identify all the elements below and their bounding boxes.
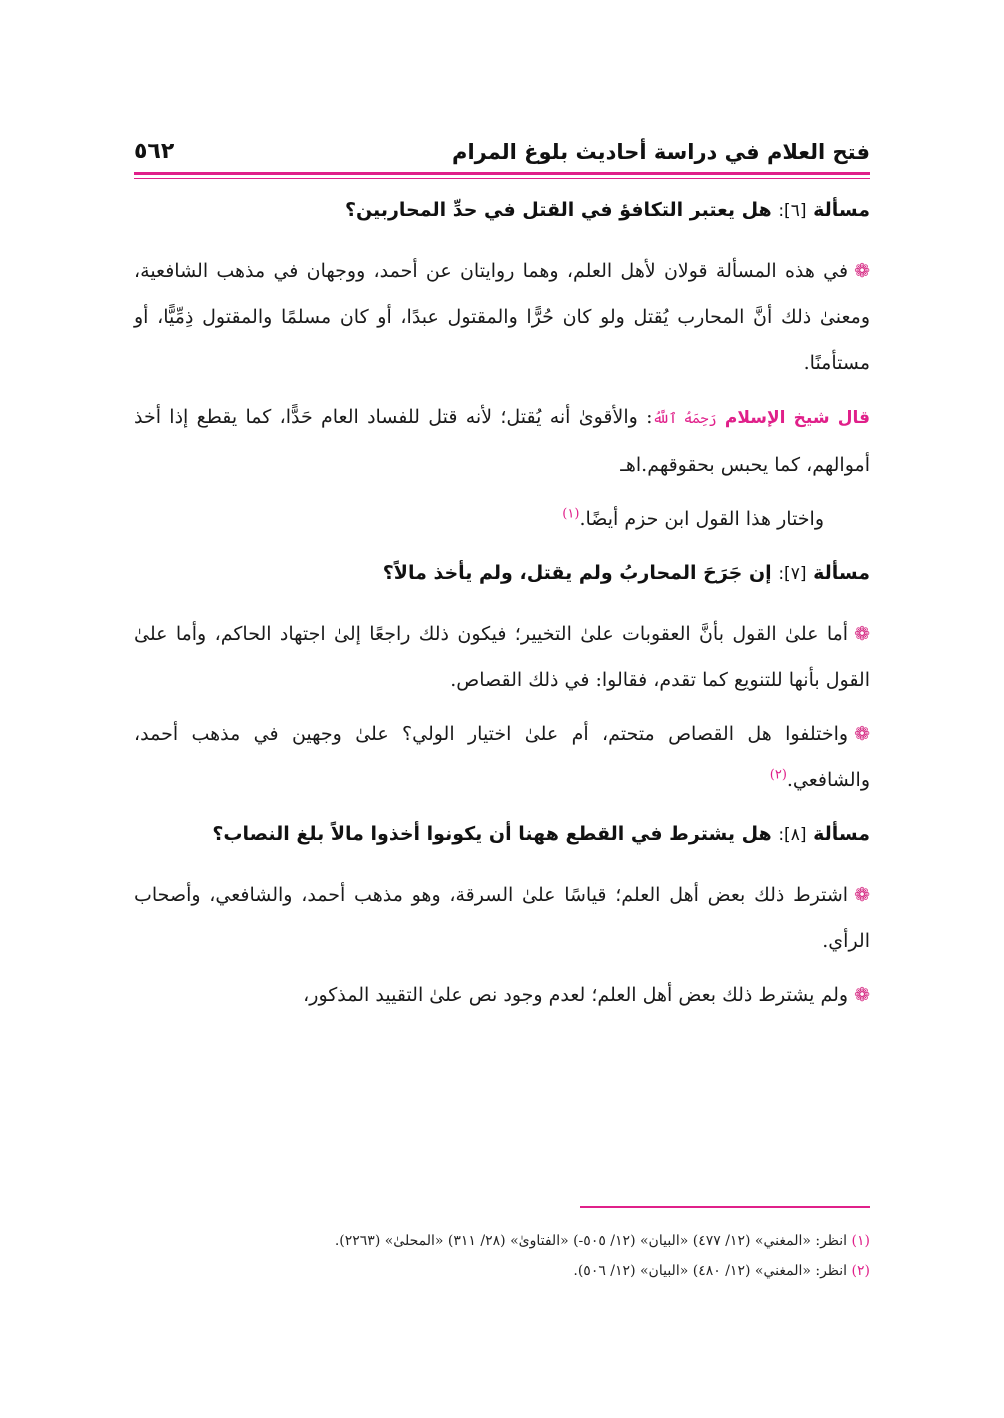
running-header: [134, 128, 870, 164]
paragraph-text: أما علىٰ القول بأنَّ العقوبات علىٰ التخيير؛ فيكون ذلك راجعًا إلىٰ اجتهاد الحاكم، وأما علىٰ القول بأنها للتنويع كما تقدم، فقالوا: في ذلك القصاص.: [134, 623, 870, 691]
footnote-number: (٢): [851, 1263, 870, 1279]
question-number: [٧]:: [778, 564, 807, 584]
footnote-ref[interactable]: (٢): [769, 767, 787, 783]
question-label: مسألة: [813, 199, 870, 221]
footnote-ref[interactable]: (١): [562, 506, 580, 522]
book-title: فتح العلام في دراسة أحاديث بلوغ المرام: [452, 140, 870, 164]
flower-bullet-icon: ❁: [854, 623, 870, 645]
paragraph: [134, 972, 870, 1018]
question-7-heading: [134, 558, 870, 589]
quote-text: : والأقوىٰ أنه يُقتل؛ لأنه قتل للفساد العام حَدًّا، كما يقطع إذا أخذ أموالهم، كما يحبس بحقوقهم.اهـ: [134, 406, 870, 476]
question-number: [٦]:: [778, 201, 807, 221]
quote-paragraph: [134, 394, 870, 488]
paragraph: [134, 496, 870, 542]
page-number: ٥٦٢: [134, 139, 175, 164]
paragraph-text: اشترط ذلك بعض أهل العلم؛ قياسًا علىٰ السرقة، وهو مذهب أحمد، والشافعي، وأصحاب الرأي.: [134, 884, 870, 952]
paragraph-text: واختلفوا هل القصاص متحتم، أم علىٰ اختيار الولي؟ علىٰ وجهين في مذهب أحمد، والشافعي.: [134, 723, 870, 791]
paragraph-text: في هذه المسألة قولان لأهل العلم، وهما روايتان عن أحمد، ووجهان في مذهب الشافعية، ومعنىٰ ذلك أنَّ المحارب يُقتل ولو كان حُرًّا والمقتول عبدًا، أو كان مسلمًا والمقتول ذِمِّيًّا، أو مستأمنًا.: [134, 260, 870, 374]
header-rule-thin: [134, 178, 870, 179]
footnote-number: (١): [851, 1233, 870, 1249]
footnote-item: [134, 1256, 870, 1286]
question-label: مسألة: [813, 823, 870, 845]
speaker-name: قال شيخ الإسلام: [724, 408, 870, 428]
flower-bullet-icon: ❁: [854, 984, 870, 1006]
paragraph: [134, 248, 870, 386]
question-text: هل يعتبر التكافؤ في القتل في حدِّ المحاربين؟: [344, 199, 772, 221]
footnote-text: انظر: «المغني» (١٢/ ٤٧٧) «البيان» (١٢/ ٥٠٥-) «الفتاوىٰ» (٢٨/ ٣١١) «المحلىٰ» (٢٢٦٣).: [334, 1233, 848, 1249]
paragraph-text: واختار هذا القول ابن حزم أيضًا.: [579, 508, 824, 530]
paragraph-text: ولم يشترط ذلك بعض أهل العلم؛ لعدم وجود نص علىٰ التقييد المذكور،: [303, 984, 849, 1006]
footnote-text: انظر: «المغني» (١٢/ ٤٨٠) «البيان» (١٢/ ٥٠٦).: [573, 1263, 848, 1279]
paragraph: [134, 611, 870, 703]
question-6-heading: [134, 195, 870, 226]
question-8-heading: [134, 819, 870, 850]
question-text: إن جَرَحَ المحاربُ ولم يقتل، ولم يأخذ مالاً؟: [382, 562, 772, 584]
footnote-item: [134, 1226, 870, 1256]
paragraph: [134, 872, 870, 964]
flower-bullet-icon: ❁: [854, 723, 870, 745]
paragraph: [134, 711, 870, 803]
book-page: [134, 128, 870, 1279]
footnote-separator: [580, 1206, 870, 1208]
flower-bullet-icon: ❁: [854, 260, 870, 282]
question-number: [٨]:: [778, 825, 807, 845]
flower-bullet-icon: ❁: [854, 884, 870, 906]
question-label: مسألة: [813, 562, 870, 584]
honorific-glyph: رَحِمَهُ ٱللَّهُ: [652, 411, 717, 427]
question-text: هل يشترط في القطع ههنا أن يكونوا أخذوا مالاً بلغ النصاب؟: [212, 823, 772, 845]
header-rule-thick: [134, 172, 870, 175]
footnotes: [134, 1226, 870, 1286]
